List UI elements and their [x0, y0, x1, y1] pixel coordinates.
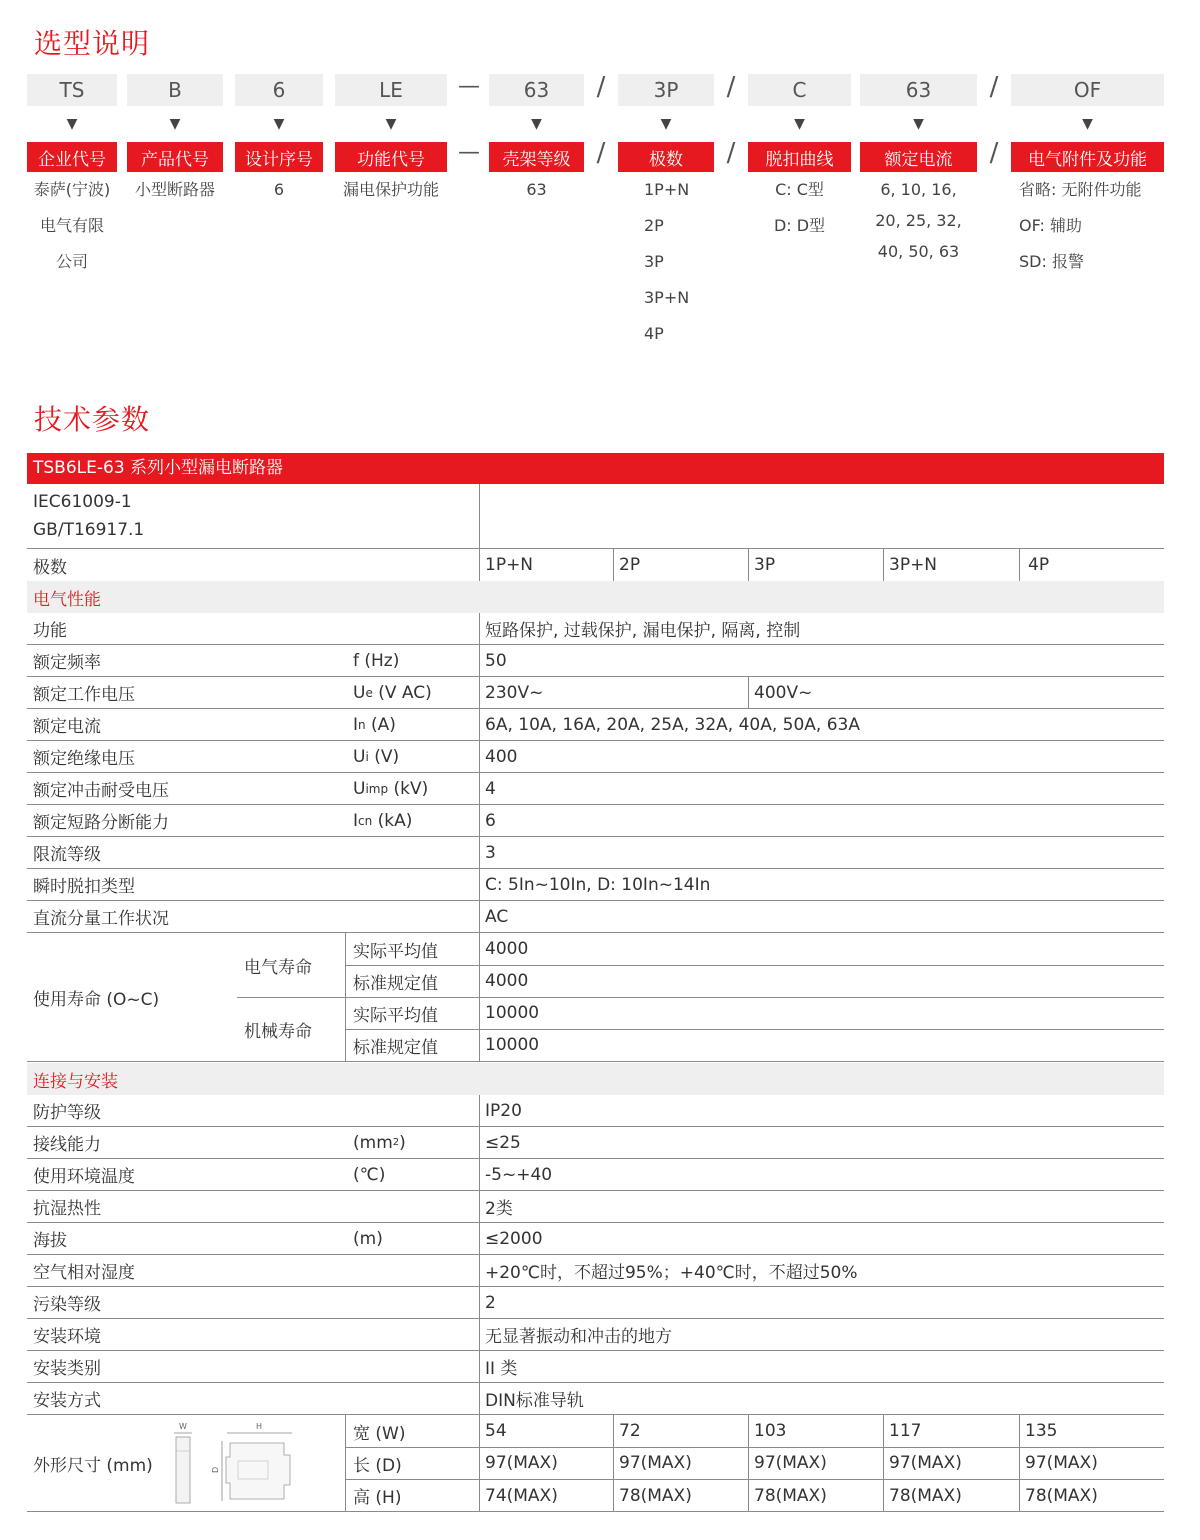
desc-line: 3P+N — [644, 288, 690, 307]
standard-text: GB/T16917.1 — [33, 520, 145, 540]
row-value: AC — [485, 906, 509, 927]
separator-slash: / — [596, 72, 606, 102]
desc-line: 省略: 无附件功能 — [1019, 180, 1142, 199]
selection-guide — [0, 74, 1200, 374]
dim-value: 97(MAX) — [1025, 1453, 1098, 1473]
life-sub: 实际平均值 — [353, 1005, 438, 1026]
table-row — [27, 1255, 1164, 1287]
row-unit: (mm 2 ) — [353, 1132, 406, 1153]
dim-value: 103 — [754, 1421, 787, 1441]
table-row — [27, 1351, 1164, 1383]
arrow-down-icon: ▼ — [1082, 116, 1093, 132]
row-unit: f (Hz) — [353, 650, 400, 671]
description — [127, 178, 223, 214]
table-row — [27, 901, 1164, 933]
description — [618, 178, 714, 358]
tech-title: 技术参数 — [34, 403, 151, 436]
svg-text:H: H — [256, 1422, 263, 1431]
desc-line: OF: 辅助 — [1019, 216, 1083, 235]
dim-value: 117 — [889, 1421, 922, 1441]
dim-value: 97(MAX) — [889, 1453, 962, 1473]
sel-col-design — [235, 74, 323, 214]
sel-col-poles — [618, 74, 714, 358]
dim-value: 135 — [1025, 1421, 1058, 1441]
desc-line: 6, 10, 16, — [880, 180, 957, 199]
label-box: 产品代号 — [127, 142, 223, 172]
desc-line: 1P+N — [644, 180, 690, 199]
desc-line: 2P — [644, 216, 664, 235]
pole-value: 2P — [619, 555, 641, 575]
row-value: 短路保护, 过载保护, 漏电保护, 隔离, 控制 — [485, 621, 801, 641]
table-row — [27, 645, 1164, 677]
arrow-down-icon: ▼ — [273, 116, 285, 132]
table-row — [27, 805, 1164, 837]
svg-text:W: W — [179, 1422, 187, 1431]
row-unit: U i (V) — [353, 746, 400, 767]
table-row — [27, 1191, 1164, 1223]
row-label: 安装类别 — [33, 1359, 101, 1379]
svg-text:D: D — [211, 1466, 220, 1473]
row-value: 400 — [485, 746, 518, 767]
table-row — [27, 1319, 1164, 1351]
row-label: 防护等级 — [33, 1103, 101, 1123]
row-value: 2类 — [485, 1199, 513, 1219]
desc-line: 电气有限 — [39, 216, 104, 235]
row-value: C: 5In~10In, D: 10In~14In — [485, 874, 711, 895]
table-title: TSB6LE-63 系列小型漏电断路器 — [27, 453, 1164, 484]
sel-col-curve — [748, 74, 851, 250]
code-box: 63 — [860, 74, 977, 106]
desc-line: D: D型 — [773, 216, 826, 235]
desc-line: 63 — [526, 180, 547, 199]
row-label: 额定冲击耐受电压 — [33, 781, 169, 801]
row-label: 海拔 — [33, 1231, 67, 1251]
description — [235, 178, 323, 214]
section-label: 连接与安装 — [33, 1071, 118, 1092]
separator-slash: / — [596, 138, 606, 168]
table-row — [27, 773, 1164, 805]
row-value: -5~+40 — [485, 1164, 553, 1185]
row-unit: (m) — [353, 1228, 383, 1249]
table-row — [27, 613, 1164, 645]
description — [860, 178, 977, 271]
dimension-drawing-icon — [172, 1421, 322, 1507]
row-label: 额定电流 — [33, 717, 101, 737]
sel-col-current — [860, 74, 977, 271]
code-box: B — [127, 74, 223, 106]
row-value: 400V~ — [754, 682, 813, 703]
row-label: 使用环境温度 — [33, 1167, 135, 1187]
table-row — [27, 869, 1164, 901]
desc-line: 公司 — [55, 252, 88, 271]
code-box: 6 — [235, 74, 323, 106]
desc-line: 40, 50, 63 — [877, 242, 960, 261]
row-value: II 类 — [485, 1359, 518, 1379]
arrow-down-icon: ▼ — [169, 116, 181, 132]
dim-label: 高 (H) — [353, 1488, 402, 1508]
row-value: 4000 — [485, 971, 529, 991]
dim-value: 97(MAX) — [754, 1453, 827, 1473]
arrow-down-icon: ▼ — [531, 116, 542, 132]
table-row — [27, 1127, 1164, 1159]
row-value: ≤25 — [485, 1132, 521, 1153]
table-row — [27, 1223, 1164, 1255]
row-label: 抗湿热性 — [33, 1199, 101, 1219]
row-value: DIN标准导轨 — [485, 1391, 584, 1411]
desc-line: 3P — [644, 252, 664, 271]
dimensions-block — [27, 1415, 1164, 1512]
sel-col-accessory — [1011, 74, 1164, 286]
row-value: 无显著振动和冲击的地方 — [485, 1327, 672, 1347]
code-box: C — [748, 74, 851, 106]
standard-text: IEC61009-1 — [33, 492, 132, 512]
row-unit: U e (V AC) — [353, 682, 432, 703]
code-box: 3P — [618, 74, 714, 106]
table-row — [27, 709, 1164, 741]
desc-line: C: C型 — [775, 180, 824, 199]
sel-col-company — [27, 74, 117, 286]
row-value: 3 — [485, 842, 496, 863]
life-sub: 实际平均值 — [353, 941, 438, 962]
label-box: 设计序号 — [235, 142, 323, 172]
table-row — [27, 1383, 1164, 1415]
arrow-down-icon: ▼ — [385, 116, 397, 132]
table-row — [27, 484, 1164, 549]
row-label: 直流分量工作状况 — [33, 909, 169, 929]
section-header-install — [27, 1063, 1164, 1095]
row-value: 4000 — [485, 939, 529, 959]
sel-col-product — [127, 74, 223, 214]
desc-line: 漏电保护功能 — [342, 180, 439, 199]
row-label: 外形尺寸 (mm) — [33, 1455, 153, 1476]
life-type: 机械寿命 — [244, 1022, 312, 1042]
desc-line: 4P — [644, 324, 664, 343]
separator-slash: / — [989, 72, 999, 102]
row-unit: I cn (kA) — [353, 810, 413, 831]
sel-col-function — [335, 74, 447, 214]
desc-line: 小型断路器 — [134, 180, 215, 199]
table-row — [27, 741, 1164, 773]
dim-value: 74(MAX) — [485, 1485, 558, 1506]
table-row — [27, 1159, 1164, 1191]
life-type: 电气寿命 — [244, 957, 312, 978]
row-unit: I n (A) — [353, 714, 396, 735]
description — [489, 178, 584, 214]
pole-value: 1P+N — [485, 555, 534, 575]
description — [335, 178, 447, 214]
separator-dash: — — [458, 74, 480, 99]
row-label: 额定工作电压 — [33, 685, 135, 705]
dim-value: 97(MAX) — [619, 1453, 692, 1473]
dim-value: 78(MAX) — [1025, 1485, 1098, 1506]
description — [27, 178, 117, 286]
desc-line: SD: 报警 — [1019, 252, 1084, 271]
separator-slash: / — [726, 72, 736, 102]
arrow-down-icon: ▼ — [660, 116, 672, 132]
table-row — [27, 677, 1164, 709]
arrow-down-icon: ▼ — [794, 116, 805, 132]
row-label: 接线能力 — [33, 1135, 101, 1155]
section-label: 电气性能 — [33, 589, 101, 610]
selection-title: 选型说明 — [34, 27, 151, 60]
section-header-electrical — [27, 581, 1164, 613]
dim-label: 长 (D) — [353, 1455, 402, 1476]
label-box: 极数 — [618, 142, 714, 172]
dim-value: 78(MAX) — [754, 1485, 827, 1506]
row-label: 使用寿命 (O~C) — [33, 990, 160, 1010]
separator-slash: / — [726, 138, 736, 168]
row-label: 空气相对湿度 — [33, 1263, 135, 1283]
arrow-down-icon: ▼ — [913, 116, 924, 132]
life-block — [27, 933, 1164, 1062]
row-value: +20℃时，不超过95%；+40℃时，不超过50% — [485, 1263, 858, 1283]
sel-col-frame — [489, 74, 584, 214]
separator-slash: / — [989, 138, 999, 168]
desc-line: 6 — [273, 180, 285, 199]
pole-value: 3P+N — [889, 555, 938, 575]
dim-value: 78(MAX) — [889, 1485, 962, 1506]
label-box: 企业代号 — [27, 142, 117, 172]
code-box: TS — [27, 74, 117, 106]
dim-value: 78(MAX) — [619, 1485, 692, 1506]
code-box: OF — [1011, 74, 1164, 106]
row-value: IP20 — [485, 1100, 522, 1121]
row-value: 6 — [485, 810, 496, 831]
row-value: 4 — [485, 778, 496, 799]
row-label: 极数 — [33, 557, 67, 578]
dim-value: 54 — [485, 1421, 507, 1441]
row-label: 限流等级 — [33, 845, 101, 865]
life-sub: 标准规定值 — [353, 973, 438, 994]
label-box: 脱扣曲线 — [748, 142, 851, 172]
label-box: 功能代号 — [335, 142, 447, 172]
pole-value: 4P — [1028, 555, 1050, 575]
row-label: 污染等级 — [33, 1295, 101, 1315]
description — [748, 178, 851, 250]
row-label: 功能 — [33, 621, 67, 641]
row-label: 瞬时脱扣类型 — [33, 877, 135, 897]
label-box: 额定电流 — [860, 142, 977, 172]
row-value: 50 — [485, 650, 507, 671]
row-label: 额定短路分断能力 — [33, 813, 169, 833]
table-row — [27, 549, 1164, 581]
code-box: 63 — [489, 74, 584, 106]
life-sub: 标准规定值 — [353, 1037, 438, 1058]
row-label: 额定频率 — [33, 653, 101, 673]
table-row — [27, 1287, 1164, 1319]
pole-value: 3P — [754, 555, 776, 575]
dim-label: 宽 (W) — [353, 1423, 406, 1444]
row-label: 安装环境 — [33, 1327, 101, 1347]
desc-line: 泰萨(宁波) — [33, 180, 111, 199]
separator-dash: — — [458, 140, 480, 165]
table-row — [27, 1095, 1164, 1127]
dim-value: 72 — [619, 1421, 641, 1441]
row-unit: U imp (kV) — [353, 778, 429, 799]
desc-line: 20, 25, 32, — [875, 211, 962, 230]
code-box: LE — [335, 74, 447, 106]
dim-value: 97(MAX) — [485, 1453, 558, 1473]
row-value: 230V~ — [485, 682, 544, 703]
description — [1011, 178, 1164, 286]
arrow-down-icon: ▼ — [66, 116, 78, 132]
label-box: 壳架等级 — [489, 142, 584, 172]
row-value: ≤2000 — [485, 1228, 543, 1249]
row-label: 额定绝缘电压 — [33, 749, 135, 769]
row-value: 2 — [485, 1292, 496, 1313]
standards — [27, 484, 479, 548]
table-row — [27, 837, 1164, 869]
row-value: 10000 — [485, 1003, 540, 1023]
row-label: 安装方式 — [33, 1391, 101, 1411]
row-unit: (℃) — [353, 1164, 386, 1185]
row-value: 10000 — [485, 1035, 540, 1055]
label-box: 电气附件及功能 — [1011, 142, 1164, 172]
row-value: 6A, 10A, 16A, 20A, 25A, 32A, 40A, 50A, 63A — [485, 714, 860, 735]
